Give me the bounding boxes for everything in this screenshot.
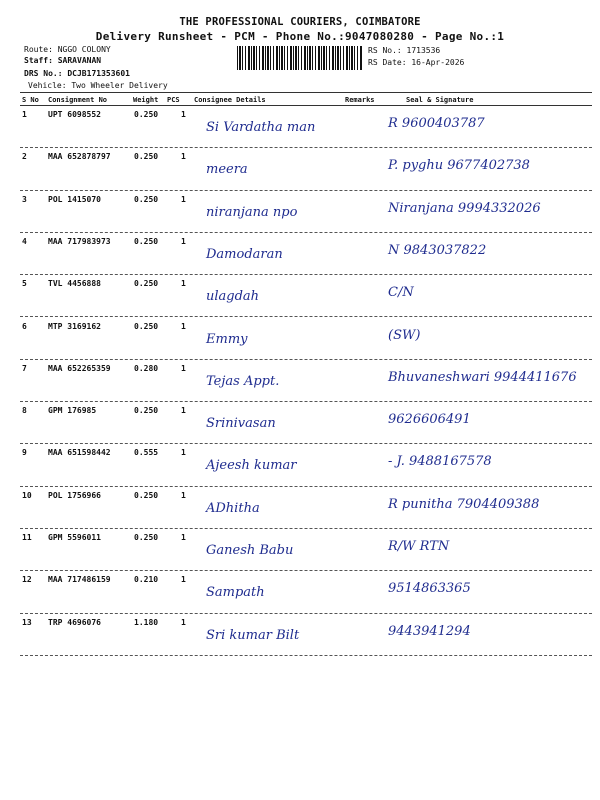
cell-consignment: POL 1756966 [48,490,101,500]
staff-name: SARAVANAN [57,56,102,65]
consignee-handwriting: ADhitha [206,500,260,516]
cell-sno: 13 [22,617,32,627]
consignee-handwriting: niranjana npo [206,204,298,220]
rs-number: RS No.: 1713536 [368,46,441,55]
cell-sno: 9 [22,448,27,458]
cell-pcs: 1 [181,575,186,585]
cell-pcs: 1 [181,110,186,119]
cell-weight: 0.250 [134,110,159,119]
staff-label: Staff: [24,56,53,65]
consignee-handwriting: ulagdah [206,289,260,305]
cell-pcs: 1 [181,236,186,246]
header-rule-top [20,92,592,93]
cell-pcs: 1 [181,363,186,373]
signature-handwriting: R/W RTN [388,539,450,554]
col-seal: Seal & Signature [406,96,474,104]
consignee-handwriting: Tejas Appt. [206,373,280,389]
cell-consignment: MAA 651598442 [48,448,111,458]
signature-handwriting: Bhuvaneshwari 9944411676 [388,369,577,385]
signature-handwriting: R punitha 7904409388 [388,496,540,512]
col-remarks: Remarks [345,96,375,104]
drs-number [24,69,130,78]
cell-weight: 0.250 [134,236,159,246]
barcode [237,46,363,70]
cell-consignment: UPT 6098552 [48,110,101,119]
cell-pcs: 1 [181,194,186,204]
rs-date: RS Date: 16-Apr-2026 [368,58,465,67]
cell-consignment: POL 1415070 [48,194,101,204]
drs-value: DCJB171353601 [67,69,130,78]
cell-sno: 3 [22,194,27,204]
cell-sno: 1 [22,110,27,119]
table-row [0,106,600,148]
table-row [0,444,600,486]
signature-handwriting: N 9843037822 [388,242,487,258]
table-row [0,529,600,571]
cell-weight: 0.210 [134,575,159,585]
company-title: THE PROFESSIONAL COURIERS, COIMBATORE [179,16,421,28]
table-row [0,148,600,190]
signature-handwriting: R 9600403787 [388,116,485,131]
consignee-handwriting: Sri kumar Bilt [206,627,300,643]
table-row [0,191,600,233]
table-row [0,402,600,444]
consignee-handwriting: Si Vardatha man [206,120,316,135]
cell-sno: 5 [22,279,27,289]
signature-handwriting: 9443941294 [388,623,471,639]
signature-handwriting: Niranjana 9994332026 [388,200,541,216]
cell-consignment: TRP 4696076 [48,617,101,627]
cell-sno: 12 [22,575,32,585]
drs-label: DRS No.: [24,69,63,78]
col-pcs: PCS [167,96,180,104]
cell-weight: 0.250 [134,533,159,542]
cell-consignment: MAA 717486159 [48,575,111,585]
cell-consignment: MTP 3169162 [48,321,101,331]
cell-consignment: GPM 176985 [48,406,97,416]
signature-handwriting: C/N [388,285,414,301]
cell-weight: 0.250 [134,321,159,331]
consignee-handwriting: Emmy [206,331,248,347]
col-consignee: Consignee Details [194,96,266,104]
cell-sno: 10 [22,490,32,500]
cell-pcs: 1 [181,406,186,416]
cell-sno: 7 [22,363,27,373]
cell-consignment: MAA 717983973 [48,236,111,246]
cell-weight: 0.250 [134,152,159,162]
signature-handwriting: P. pyghu 9677402738 [388,158,530,174]
cell-pcs: 1 [181,321,186,331]
table-row [0,487,600,529]
vehicle: Vehicle: Two Wheeler Delivery [28,81,168,90]
cell-weight: 0.250 [134,490,159,500]
cell-sno: 6 [22,321,27,331]
signature-handwriting: 9514863365 [388,581,471,597]
staff [24,56,101,65]
table-row [0,233,600,275]
route: Route: NGGO COLONY [24,45,111,54]
cell-sno: 4 [22,236,27,246]
cell-pcs: 1 [181,533,186,542]
cell-weight: 0.280 [134,363,159,373]
col-weight: Weight [133,96,159,104]
cell-sno: 8 [22,406,27,416]
cell-consignment: GPM 5596011 [48,533,101,542]
cell-weight: 1.180 [134,617,159,627]
cell-sno: 2 [22,152,27,162]
cell-pcs: 1 [181,448,186,458]
col-sno: S No [22,96,39,104]
cell-weight: 0.250 [134,406,159,416]
table-row [0,318,600,360]
row-divider [20,655,592,656]
table-row [0,360,600,402]
consignee-handwriting: Srinivasan [206,416,276,432]
cell-pcs: 1 [181,490,186,500]
cell-consignment: MAA 652878797 [48,152,111,162]
cell-consignment: MAA 652265359 [48,363,111,373]
consignee-handwriting: Ajeesh kumar [206,458,297,474]
cell-weight: 0.250 [134,194,159,204]
table-row [0,571,600,613]
cell-weight: 0.250 [134,279,159,289]
cell-pcs: 1 [181,617,186,627]
signature-handwriting: - J. 9488167578 [388,454,492,470]
cell-pcs: 1 [181,279,186,289]
signature-handwriting: (SW) [388,327,421,343]
col-consignment: Consignment No [48,96,108,104]
cell-pcs: 1 [181,152,186,162]
table-row [0,614,600,656]
signature-handwriting: 9626606491 [388,412,471,428]
consignee-handwriting: Ganesh Babu [206,543,294,558]
runsheet-title: Delivery Runsheet - PCM - Phone No.:9047080280 - Page No.:1 [95,30,505,43]
cell-sno: 11 [22,533,32,542]
cell-consignment: TVL 4456888 [48,279,101,289]
consignee-handwriting: Damodaran [206,246,283,262]
table-row [0,275,600,317]
consignee-handwriting: meera [206,162,248,178]
cell-weight: 0.555 [134,448,159,458]
consignee-handwriting: Sampath [206,585,265,601]
